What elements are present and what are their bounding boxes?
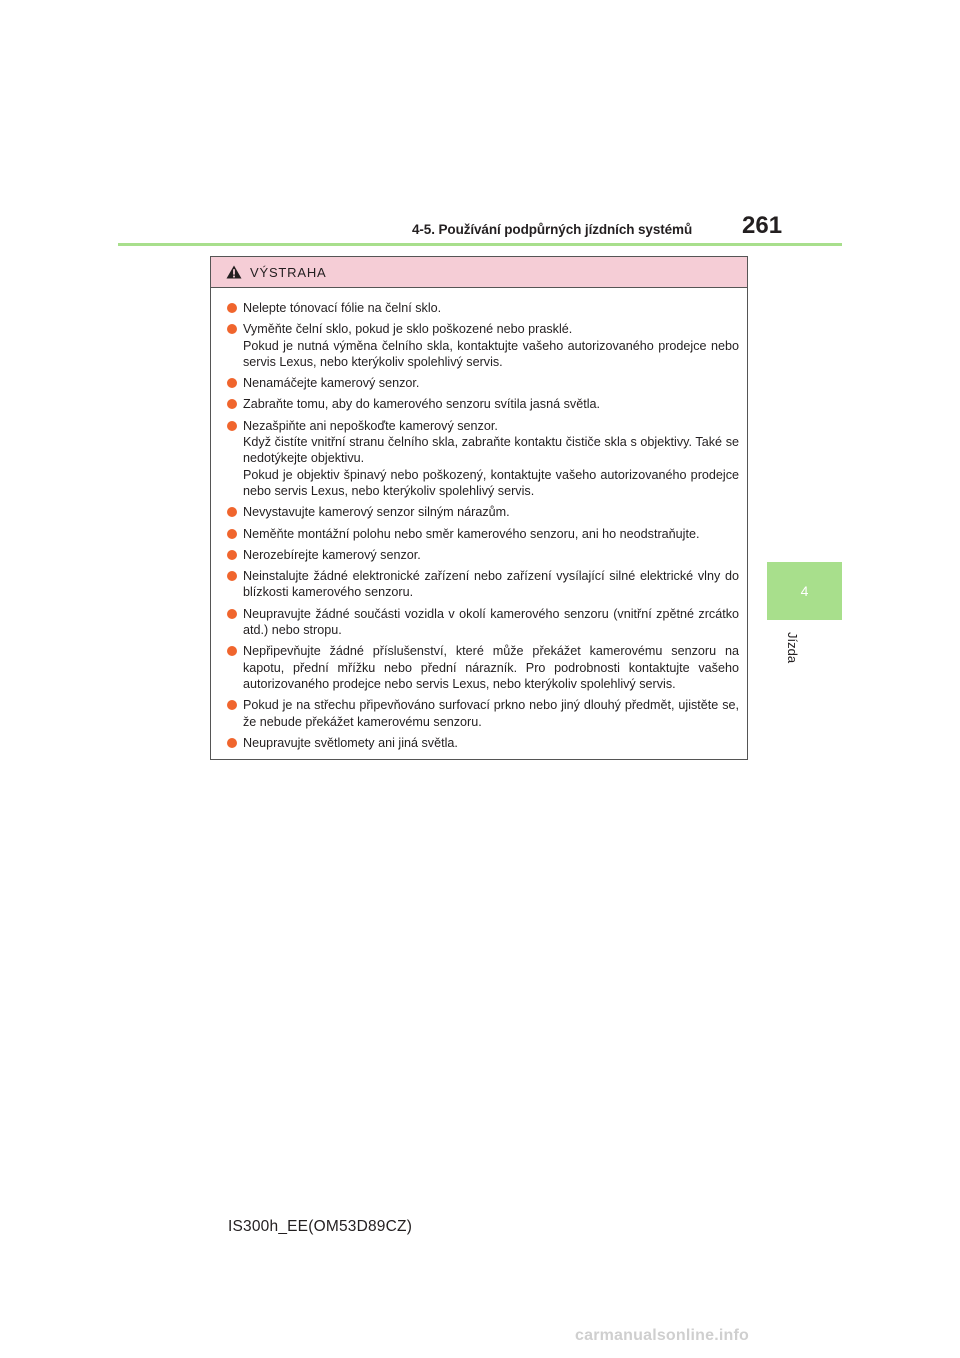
- model-code: IS300h_EE(OM53D89CZ): [228, 1218, 413, 1235]
- warning-item: [227, 606, 739, 639]
- warning-item-text: Neměňte montážní polohu nebo směr kamerového senzoru, ani ho neodstraňujte.: [243, 526, 700, 541]
- bullet-icon: [227, 738, 237, 748]
- warning-item: [227, 396, 739, 412]
- warning-item-text: Nelepte tónovací fólie na čelní sklo.: [243, 301, 442, 315]
- warning-item-text: Nevystavujte kamerový senzor silným nárazům.: [243, 505, 510, 520]
- warning-item: [227, 643, 739, 692]
- bullet-icon: [227, 378, 237, 388]
- bullet-icon: [227, 399, 237, 409]
- bullet-icon: [227, 529, 237, 539]
- page-number: 261: [742, 212, 783, 239]
- bullet-icon: [227, 324, 237, 334]
- warning-item-text: Nerozebírejte kamerový senzor.: [243, 547, 421, 562]
- warning-item-text: Neinstalujte žádné elektronické zařízení nebo zařízení vysílající silné elektrické vlny do blízkosti kamerového senzoru.: [243, 569, 739, 600]
- warning-item: [227, 526, 739, 542]
- warning-item-text: Nenamáčejte kamerový senzor.: [243, 376, 420, 391]
- watermark-text: carmanualsonline.info: [575, 1327, 750, 1344]
- warning-item: [227, 321, 739, 370]
- warning-item: [227, 300, 739, 316]
- warning-item: [227, 697, 739, 730]
- chapter-number: 4: [800, 583, 809, 599]
- warning-title: VÝSTRAHA: [250, 264, 327, 280]
- bullet-icon: [227, 571, 237, 581]
- bullet-icon: [227, 421, 237, 431]
- bullet-icon: [227, 700, 237, 710]
- section-title: 4-5. Používání podpůrných jízdních systémů: [412, 222, 693, 237]
- warning-item-text: Nezašpiňte ani nepoškoďte kamerový senzor.: [243, 418, 498, 433]
- bullet-icon: [227, 646, 237, 656]
- bullet-icon: [227, 507, 237, 517]
- bullet-icon: [227, 609, 237, 619]
- warning-list: [211, 288, 747, 751]
- warning-item-text: Vyměňte čelní sklo, pokud je sklo poškozené nebo prasklé.: [243, 322, 573, 337]
- warning-item: [227, 547, 739, 563]
- warning-item-text: Pokud je objektiv špinavý nebo poškozený, kontaktujte vašeho autorizovaného prodejce nebo servis Lexus, nebo kterýkoliv spolehlivý servis.: [243, 467, 739, 499]
- warning-item: [227, 418, 739, 500]
- warning-item-text: Neupravujte žádné součásti vozidla v okolí kamerového senzoru (vnitřní zpětné zrcátko atd.) nebo stropu.: [243, 606, 739, 638]
- warning-item-text: Když čistíte vnitřní stranu čelního skla, zabraňte kontaktu čističe skla s objektivy. Také se nedotýkejte objektivu.: [243, 435, 739, 466]
- warning-item: [227, 375, 739, 391]
- bullet-icon: [227, 550, 237, 560]
- header-divider: [118, 243, 842, 246]
- chapter-label: Jízda: [785, 632, 800, 664]
- warning-item-text: Pokud je nutná výměna čelního skla, kontaktujte vašeho autorizovaného prodejce nebo servis Lexus, nebo kterýkoliv spolehlivý servis.: [243, 338, 739, 370]
- warning-box: [210, 256, 748, 760]
- bullet-icon: [227, 303, 237, 313]
- warning-item-text: Nepřipevňujte žádné příslušenství, které může překážet kamerovému senzoru na kapotu, přední mřížku nebo přední nárazník. Pro podrobnosti kontaktujte vašeho autorizovaného prodejce nebo servis Lexus, nebo kterýkoliv spolehlivý servis.: [243, 644, 739, 692]
- warning-item-text: Neupravujte světlomety ani jiná světla.: [243, 735, 458, 750]
- warning-item-text: Zabraňte tomu, aby do kamerového senzoru svítila jasná světla.: [243, 397, 601, 412]
- warning-item: [227, 504, 739, 520]
- warning-item: [227, 568, 739, 601]
- chapter-tab: [767, 562, 842, 620]
- warning-item-text: Pokud je na střechu připevňováno surfovací prkno nebo jiný dlouhý předmět, ujistěte se, že nebude překážet kamerovému senzoru.: [243, 698, 739, 729]
- warning-triangle-icon: [226, 265, 242, 279]
- warning-item: [227, 735, 739, 751]
- warning-header: [211, 257, 747, 288]
